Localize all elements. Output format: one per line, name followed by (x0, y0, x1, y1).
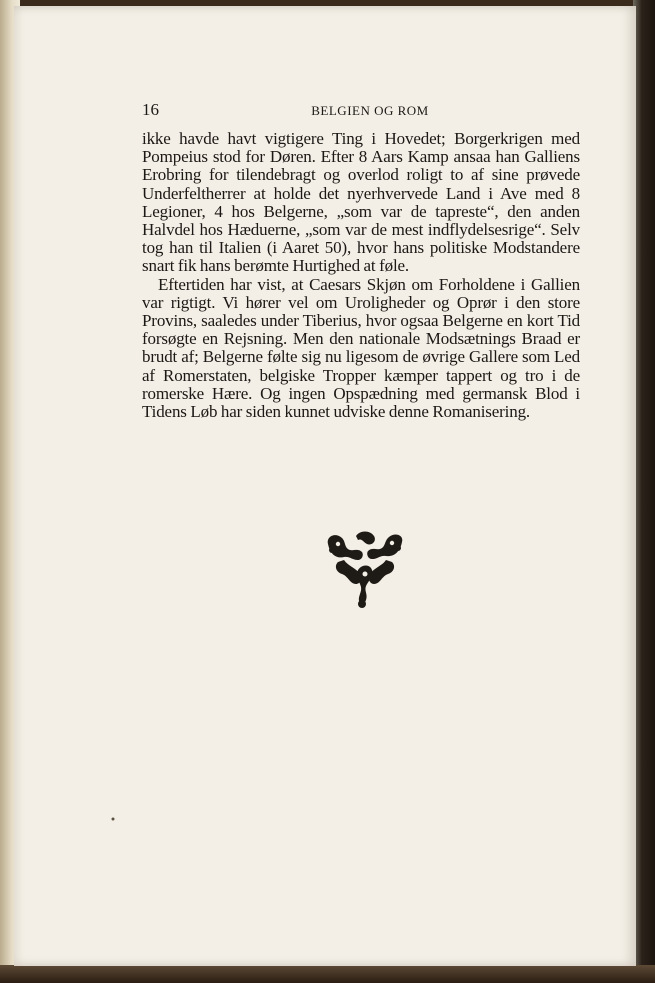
book-edge-bottom (0, 965, 655, 983)
book-edge-right (633, 0, 655, 983)
running-head: BELGIEN OG ROM (311, 103, 429, 118)
paragraph-1: ikke havde havt vigtigere Ting i Hovedet; Borgerkrigen med Pompeius stod for Døren. Efter 8 Aars Kamp ansaa han Galliens Erobring for tilendebragt og overlod roligt to af sine prøvede Underfeltherrer at holde det nyerhvervede Land i Ave med 8 Legioner, 4 hos Belgerne, „som var de tapreste“, den anden Halvdel hos Hæduerne, „som var de mest indflydelsesrige“. Selv tog han til Italien (i Aaret 50), hvor hans politiske Modstandere snart fik hans berømte Hurtighed at føle. (142, 129, 580, 276)
stray-mark (110, 816, 116, 822)
page-number: 16 (142, 100, 159, 119)
page-header (142, 100, 578, 122)
body-text (142, 130, 580, 421)
paragraph-2: Eftertiden har vist, at Caesars Skjøn om Forholdene i Gallien var rigtigt. Vi hører vel om Uroligheder og Oprør i den store Provins, saaledes under Tiberius, hvor ogsaa Belgerne en kort Tid forsøgte en Rejsning. Men den nationale Modsætnings Braad er brudt af; Belgerne følte sig nu ligesom de øvrige Gallere som Led af Romerstaten, belgiske Tropper kæmper tappert og tro i de romerske Hære. Og ingen Opspædning med germansk Blod i Tidens Løb har siden kunnet udviske denne Romanisering. (142, 274, 580, 422)
fleuron-ornament-icon (322, 530, 408, 608)
